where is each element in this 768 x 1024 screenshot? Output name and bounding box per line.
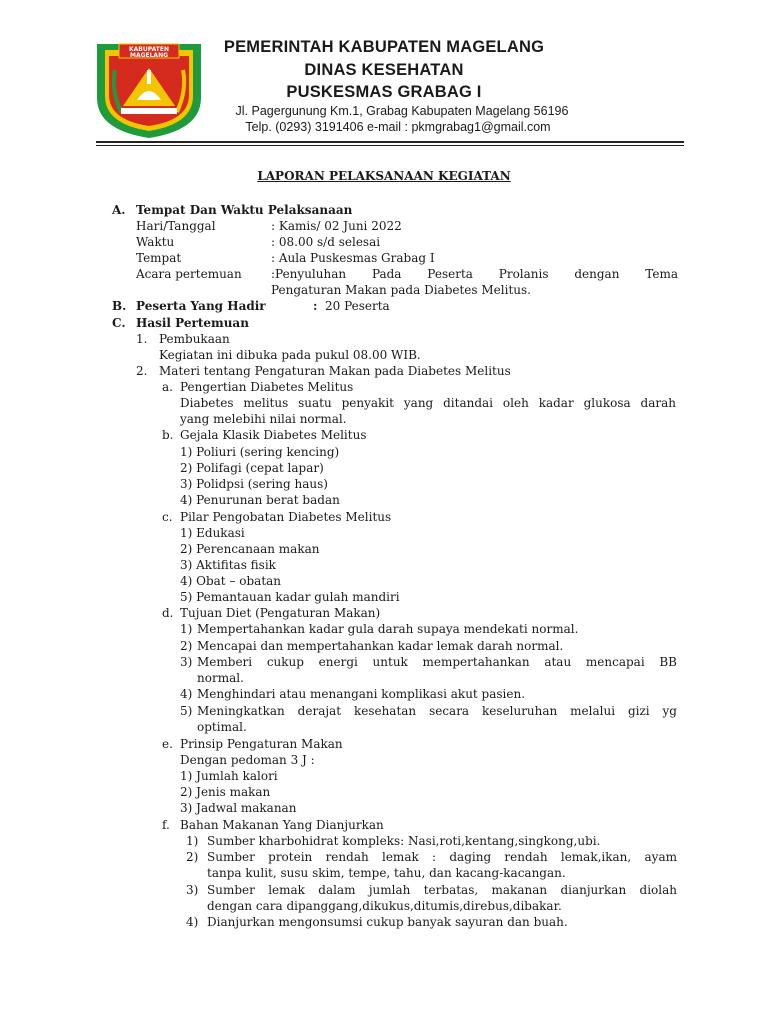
section-a-letter: A.: [112, 203, 126, 217]
list-item-continuation: optimal.: [197, 720, 247, 734]
report-title: LAPORAN PELAKSANAAN KEGIATAN: [257, 169, 511, 183]
list-item: 4) Penurunan berat badan: [180, 493, 340, 507]
acara-value-line2: Pengaturan Makan pada Diabetes Melitus.: [271, 283, 531, 297]
waktu-label: Waktu: [136, 235, 175, 249]
sub-c-letter: c.: [162, 510, 173, 524]
sub-f-title: Bahan Makanan Yang Dianjurkan: [180, 818, 384, 832]
sub-a-title: Pengertian Diabetes Melitus: [180, 380, 354, 394]
list-item-continuation: dengan cara dipanggang,dikukus,ditumis,direbus,dibakar.: [207, 899, 562, 913]
list-item-number: 1): [186, 834, 199, 848]
sub-d-letter: d.: [162, 606, 174, 620]
list-item: 2) Polifagi (cepat lapar): [180, 461, 324, 475]
list-item: 5) Pemantauan kadar gulah mandiri: [180, 590, 400, 604]
acara-label: Acara pertemuan: [136, 267, 242, 281]
list-item: Dianjurkan mengonsumsi cukup banyak sayuran dan buah.: [207, 915, 568, 929]
list-item: 1) Edukasi: [180, 526, 245, 540]
list-item: Sumber kharbohidrat kompleks: Nasi,roti,kentang,singkong,ubi.: [207, 834, 601, 848]
list-item: 2) Jenis makan: [180, 785, 271, 799]
list-item: Mencapai dan mempertahankan kadar lemak darah normal.: [197, 639, 564, 653]
list-item-number: 5): [180, 704, 193, 718]
svg-text:KABUPATEN: KABUPATEN: [129, 46, 169, 53]
c1-text: Kegiatan ini dibuka pada pukul 08.00 WIB.: [159, 348, 421, 362]
section-c-title: Hasil Pertemuan: [136, 316, 249, 330]
header-address: Jl. Pagergunung Km.1, Grabag Kabupaten Magelang 56196: [235, 104, 569, 118]
section-b-colon: :: [313, 299, 318, 313]
header-department: DINAS KESEHATAN: [304, 61, 464, 79]
header-divider-thin: [96, 145, 684, 146]
header-contact: Telp. (0293) 3191406 e-mail : pkmgrabag1@gmail.com: [245, 120, 551, 134]
list-item: 3) Aktifitas fisik: [180, 558, 276, 572]
list-item-number: 4): [180, 687, 193, 701]
list-item-number: 4): [186, 915, 199, 929]
list-item: 3) Jadwal makanan: [180, 801, 297, 815]
sub-e-title: Prinsip Pengaturan Makan: [180, 737, 343, 751]
acara-value-line1: :Penyuluhan Pada Peserta Prolanis dengan Tema: [271, 267, 678, 281]
waktu-value: : 08.00 s/d selesai: [271, 235, 381, 249]
list-item: Meningkatkan derajat kesehatan secara keseluruhan melalui gizi yg: [197, 704, 677, 718]
section-a-title: Tempat Dan Waktu Pelaksanaan: [136, 203, 353, 217]
tempat-value: : Aula Puskesmas Grabag I: [271, 251, 435, 265]
sub-b-letter: b.: [162, 428, 174, 442]
sub-e-intro: Dengan pedoman 3 J :: [180, 753, 315, 767]
sub-c-title: Pilar Pengobatan Diabetes Melitus: [180, 510, 392, 524]
c2-number: 2.: [136, 364, 148, 378]
header-puskesmas: PUSKESMAS GRABAG I: [286, 83, 482, 101]
tempat-label: Tempat: [136, 251, 182, 265]
list-item: Menghindari atau menangani komplikasi akut pasien.: [197, 687, 526, 701]
list-item: 2) Perencanaan makan: [180, 542, 320, 556]
list-item-continuation: tanpa kulit, susu skim, tempe, tahu, dan kacang-kacangan.: [207, 866, 566, 880]
section-c-letter: C.: [112, 316, 126, 330]
c2-title: Materi tentang Pengaturan Makan pada Diabetes Melitus: [159, 364, 511, 378]
section-b-letter: B.: [112, 299, 127, 313]
sub-a-text-line1: Diabetes melitus suatu penyakit yang ditandai oleh kadar glukosa darah: [180, 396, 676, 410]
sub-e-letter: e.: [162, 737, 173, 751]
list-item-number: 3): [180, 655, 193, 669]
list-item-number: 3): [186, 883, 199, 897]
list-item: Mempertahankan kadar gula darah supaya mendekati normal.: [197, 622, 579, 636]
section-b-title: Peserta Yang Hadir: [136, 299, 266, 313]
list-item: Sumber protein rendah lemak : daging rendah lemak,ikan, ayam: [207, 850, 677, 864]
sub-a-text-line2: yang melebihi nilai normal.: [180, 412, 347, 426]
header-divider-thick: [96, 141, 684, 143]
peserta-value: 20 Peserta: [325, 299, 390, 313]
hari-value: : Kamis/ 02 Juni 2022: [271, 219, 402, 233]
sub-d-title: Tujuan Diet (Pengaturan Makan): [180, 606, 381, 620]
list-item-continuation: normal.: [197, 671, 244, 685]
list-item-number: 2): [180, 639, 193, 653]
sub-b-title: Gejala Klasik Diabetes Melitus: [180, 428, 367, 442]
c1-title: Pembukaan: [159, 332, 230, 346]
list-item: 1) Jumlah kalori: [180, 769, 278, 783]
list-item-number: 2): [186, 850, 199, 864]
list-item: 4) Obat – obatan: [180, 574, 282, 588]
header-government: PEMERINTAH KABUPATEN MAGELANG: [223, 38, 545, 56]
list-item: 1) Poliuri (sering kencing): [180, 445, 340, 459]
list-item: Memberi cukup energi untuk mempertahankan atau mencapai BB: [197, 655, 677, 669]
hari-label: Hari/Tanggal: [136, 219, 216, 233]
list-item-number: 1): [180, 622, 193, 636]
svg-text:MAGELANG: MAGELANG: [129, 52, 169, 59]
list-item: 3) Polidpsi (sering haus): [180, 477, 328, 491]
c1-number: 1.: [136, 332, 148, 346]
sub-a-letter: a.: [162, 380, 173, 394]
list-item: Sumber lemak dalam jumlah terbatas, makanan dianjurkan diolah: [207, 883, 677, 897]
sub-f-letter: f.: [162, 818, 170, 832]
